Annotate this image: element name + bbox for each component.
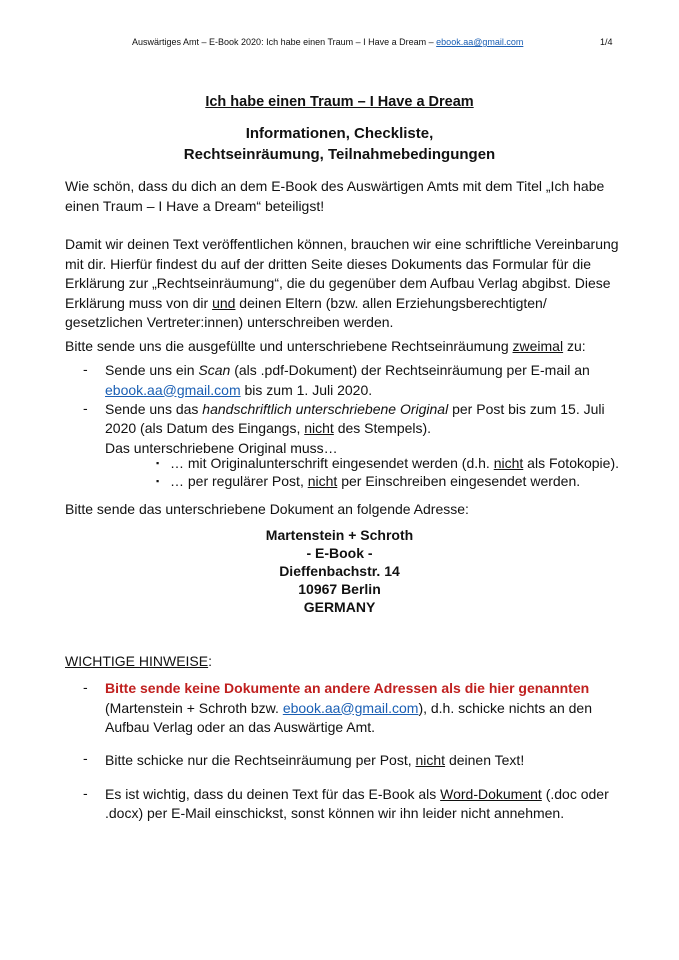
- note-word-format: [83, 785, 609, 822]
- email-link[interactable]: ebook.aa@gmail.com: [105, 381, 241, 398]
- text-segment: Erklärung zur „Rechtseinräumung“, die du gegenüber dem Aufbau Verlag abgibst. Diese: [65, 275, 611, 292]
- square-bullet-icon: ▪: [156, 458, 160, 468]
- text-segment: Sende uns ein: [105, 362, 199, 378]
- text-segment: als Fotokopie).: [523, 455, 620, 471]
- text-segment: Damit wir deinen Text veröffentlichen können, brauchen wir eine schriftliche Vereinbarung: [65, 236, 619, 252]
- text-segment: Wie schön, dass du dich an dem E-Book des Auswärtigen Amts mit dem Titel „Ich habe: [65, 178, 605, 194]
- text-segment: :: [208, 653, 213, 669]
- document-subtitle: [0, 123, 679, 165]
- address-intro: [65, 499, 469, 519]
- text-segment: nicht: [304, 420, 334, 437]
- text-line: [0, 580, 679, 598]
- bullet-scan: [83, 361, 590, 400]
- text-segment: zu:: [563, 338, 586, 354]
- text-segment: deinen Text!: [445, 752, 525, 768]
- text-segment: (.doc oder: [541, 786, 609, 802]
- text-segment: Sende uns das: [105, 401, 203, 417]
- text-line: [65, 651, 212, 671]
- dash-bullet-icon: -: [83, 400, 88, 416]
- text-line: [105, 361, 590, 381]
- text-segment: einen Traum – I Have a Dream“ beteiligst!: [65, 198, 325, 214]
- text-segment: GERMANY: [303, 599, 376, 615]
- text-line: [65, 294, 619, 314]
- dash-bullet-icon: -: [83, 750, 88, 766]
- text-segment: Erklärung muss von dir: [65, 294, 213, 311]
- note-post-only: [83, 750, 525, 770]
- text-segment: Bitte sende das unterschriebene Dokument an folgende Adresse:: [65, 501, 469, 517]
- text-segment: des Stempels).: [333, 420, 432, 437]
- text-segment: Es ist wichtig, dass du deinen Text für das E-Book als: [105, 786, 441, 802]
- text-segment: WICHTIGE HINWEISE: [65, 653, 209, 669]
- text-segment: ), d.h. schicke nichts an den: [418, 699, 592, 716]
- text-line: [65, 196, 604, 216]
- text-segment: per Post bis zum 15. Juli: [448, 401, 605, 417]
- text-line: [105, 679, 592, 699]
- sub-bullet-post: [156, 472, 581, 490]
- text-segment: mit dir. Hierfür findest du auf der dritten Seite dieses Dokuments das Formular für die: [65, 255, 592, 272]
- text-line: [0, 526, 679, 544]
- text-line: [105, 750, 524, 770]
- text-segment: nicht: [493, 455, 524, 471]
- text-line: [65, 274, 619, 294]
- dash-bullet-icon: -: [83, 361, 88, 377]
- text-line: [65, 176, 604, 196]
- text-segment: Scan: [198, 362, 231, 378]
- text-segment: Bitte schicke nur die Rechtseinräumung per Post,: [105, 752, 416, 768]
- intro-paragraph: [65, 176, 604, 216]
- text-segment: Ich habe einen Traum – I Have a Dream: [205, 94, 474, 110]
- text-line: [0, 562, 679, 580]
- header-email-link[interactable]: ebook.aa@gmail.com: [436, 37, 524, 47]
- text-segment: Bitte sende uns die ausgefüllte und unterschriebene Rechtseinräumung: [65, 338, 513, 354]
- bullet-original: [83, 400, 605, 458]
- send-twice-paragraph: [65, 336, 586, 356]
- note-addresses: [83, 679, 592, 738]
- text-line: [105, 400, 605, 419]
- text-segment: bis zum 1. Juli 2020.: [240, 381, 373, 398]
- text-line: [65, 235, 619, 255]
- document-title: [0, 93, 679, 113]
- text-line: [105, 419, 605, 438]
- text-segment: Rechtseinräumung, Teilnahmebedingungen: [183, 146, 496, 163]
- text-line: [105, 718, 592, 738]
- text-segment: 2020 (als Datum des Eingangs,: [105, 420, 305, 437]
- text-segment: Martenstein + Schroth: [265, 527, 414, 543]
- text-segment: Dieffenbachstr. 14: [279, 563, 400, 579]
- text-line: [170, 454, 619, 472]
- dash-bullet-icon: -: [83, 785, 88, 801]
- page-number: 1/4: [600, 37, 613, 47]
- text-segment: per Einschreiben eingesendet werden.: [337, 473, 581, 489]
- text-line: [105, 381, 590, 401]
- text-segment: handschriftlich unterschriebene Original: [202, 401, 449, 417]
- text-segment: … mit Originalunterschrift eingesendet werden (d.h.: [170, 455, 494, 471]
- text-line: [170, 472, 580, 490]
- text-segment: - E-Book -: [306, 545, 373, 561]
- postal-address: [0, 526, 679, 616]
- text-line: [65, 313, 619, 333]
- text-segment: deinen Eltern (bzw. allen Erziehungsberechtigten/: [235, 294, 547, 311]
- sub-bullet-signature: [156, 454, 620, 472]
- text-line: [0, 123, 679, 144]
- text-segment: nicht: [307, 473, 338, 489]
- text-segment: .docx) per E-Mail einschickst, sonst können wir ihn leider nicht annehmen.: [105, 804, 565, 821]
- text-line: [0, 598, 679, 616]
- text-segment: (als .pdf-Dokument) der Rechtseinräumung per E-mail an: [230, 362, 590, 378]
- text-line: [0, 93, 679, 113]
- text-line: [65, 499, 469, 519]
- dash-bullet-icon: -: [83, 679, 88, 695]
- text-segment: Aufbau Verlag oder an das Auswärtige Amt.: [105, 719, 376, 735]
- text-line: [65, 255, 619, 275]
- square-bullet-icon: ▪: [156, 476, 160, 486]
- text-segment: … per regulärer Post,: [170, 473, 308, 489]
- notes-heading: [65, 651, 212, 671]
- text-line: [105, 804, 609, 823]
- text-segment: und: [212, 294, 236, 311]
- text-segment: Word-Dokument: [440, 786, 542, 802]
- text-line: [65, 336, 586, 356]
- text-segment: Informationen, Checkliste,: [245, 125, 434, 142]
- text-line: [0, 544, 679, 562]
- text-segment: 10967 Berlin: [298, 581, 381, 597]
- header-text: Auswärtiges Amt – E-Book 2020: Ich habe einen Traum – I Have a Dream –: [132, 37, 437, 47]
- text-segment: gesetzlichen Vertreter:innen) unterschreiben werden.: [65, 314, 394, 331]
- text-segment: zweimal: [512, 338, 564, 354]
- text-line: [105, 785, 609, 804]
- email-link[interactable]: ebook.aa@gmail.com: [282, 699, 419, 716]
- text-segment: Bitte sende keine Dokumente an andere Adressen als die hier genannten: [105, 680, 590, 696]
- text-line: [0, 144, 679, 165]
- text-segment: nicht: [415, 752, 446, 768]
- agreement-paragraph: [65, 235, 619, 333]
- text-line: [105, 699, 592, 719]
- text-segment: Das unterschriebene Original muss…: [105, 439, 338, 456]
- text-segment: (Martenstein + Schroth bzw.: [105, 699, 283, 716]
